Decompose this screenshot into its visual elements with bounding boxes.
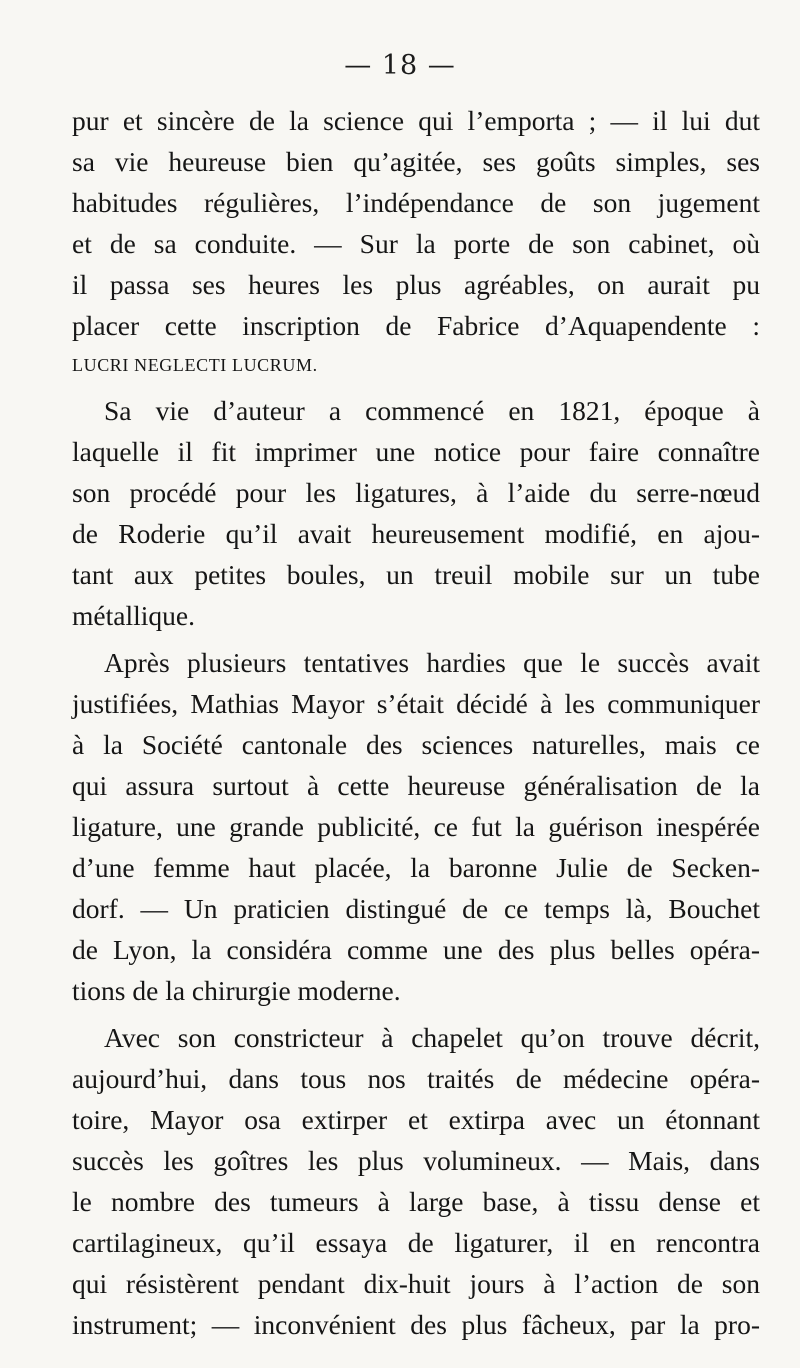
text-line: tant aux petites boules, un treuil mobile sur un tube	[72, 559, 760, 590]
text-line: de Roderie qu’il avait heureusement modifié, en ajou-	[72, 518, 760, 549]
text-line: dorf. — Un praticien distingué de ce temps là, Bouchet	[72, 893, 760, 924]
text-line: sa vie heureuse bien qu’agitée, ses goûts simples, ses	[72, 146, 760, 177]
text-line: tions de la chirurgie moderne.	[72, 975, 401, 1006]
text-line: Avec son constricteur à chapelet qu’on trouve décrit,	[104, 1022, 760, 1053]
paragraph	[72, 100, 760, 384]
text-line: Après plusieurs tentatives hardies que le succès avait	[104, 647, 760, 678]
text-line: instrument; — inconvénient des plus fâcheux, par la pro-	[72, 1309, 760, 1340]
text-line: toire, Mayor osa extirper et extirpa avec un étonnant	[72, 1104, 760, 1135]
paragraph	[72, 390, 760, 636]
page-number: — 18 —	[344, 50, 456, 81]
text-line: et de sa conduite. — Sur la porte de son cabinet, où	[72, 228, 760, 259]
text-line: il passa ses heures les plus agréables, on aurait pu	[72, 269, 760, 300]
text-line: le nombre des tumeurs à large base, à tissu dense et	[72, 1186, 760, 1217]
text-line: métallique.	[72, 600, 195, 631]
text-line: qui assura surtout à cette heureuse généralisation de la	[72, 770, 760, 801]
text-line: aujourd’hui, dans tous nos traités de médecine opéra-	[72, 1063, 760, 1094]
text-line: ligature, une grande publicité, ce fut la guérison inespérée	[72, 811, 760, 842]
text-line: succès les goîtres les plus volumineux. — Mais, dans	[72, 1145, 760, 1176]
text-line: placer cette inscription de Fabrice d’Aquapendente :	[72, 310, 760, 341]
paragraph	[72, 642, 760, 1011]
text-line: de Lyon, la considéra comme une des plus belles opéra-	[72, 934, 760, 965]
text-line: laquelle il fit imprimer une notice pour faire connaître	[72, 436, 760, 467]
latin-motto: LUCRI NEGLECTI LUCRUM.	[72, 355, 318, 375]
text-line: pur et sincère de la science qui l’emporta ; — il lui dut	[72, 105, 760, 136]
text-line: d’une femme haut placée, la baronne Julie de Secken-	[72, 852, 760, 883]
text-line: à la Société cantonale des sciences naturelles, mais ce	[72, 729, 760, 760]
text-line: Sa vie d’auteur a commencé en 1821, époque à	[104, 395, 760, 426]
text-line: justifiées, Mathias Mayor s’était décidé à les communiquer	[72, 688, 760, 719]
text-line: son procédé pour les ligatures, à l’aide du serre-nœud	[72, 477, 760, 508]
paragraph	[72, 1017, 760, 1345]
text-line: habitudes régulières, l’indépendance de son jugement	[72, 187, 760, 218]
text-line: qui résistèrent pendant dix-huit jours à l’action de son	[72, 1268, 760, 1299]
text-line: cartilagineux, qu’il essaya de ligaturer, il en rencontra	[72, 1227, 760, 1258]
body-text	[72, 100, 760, 1345]
